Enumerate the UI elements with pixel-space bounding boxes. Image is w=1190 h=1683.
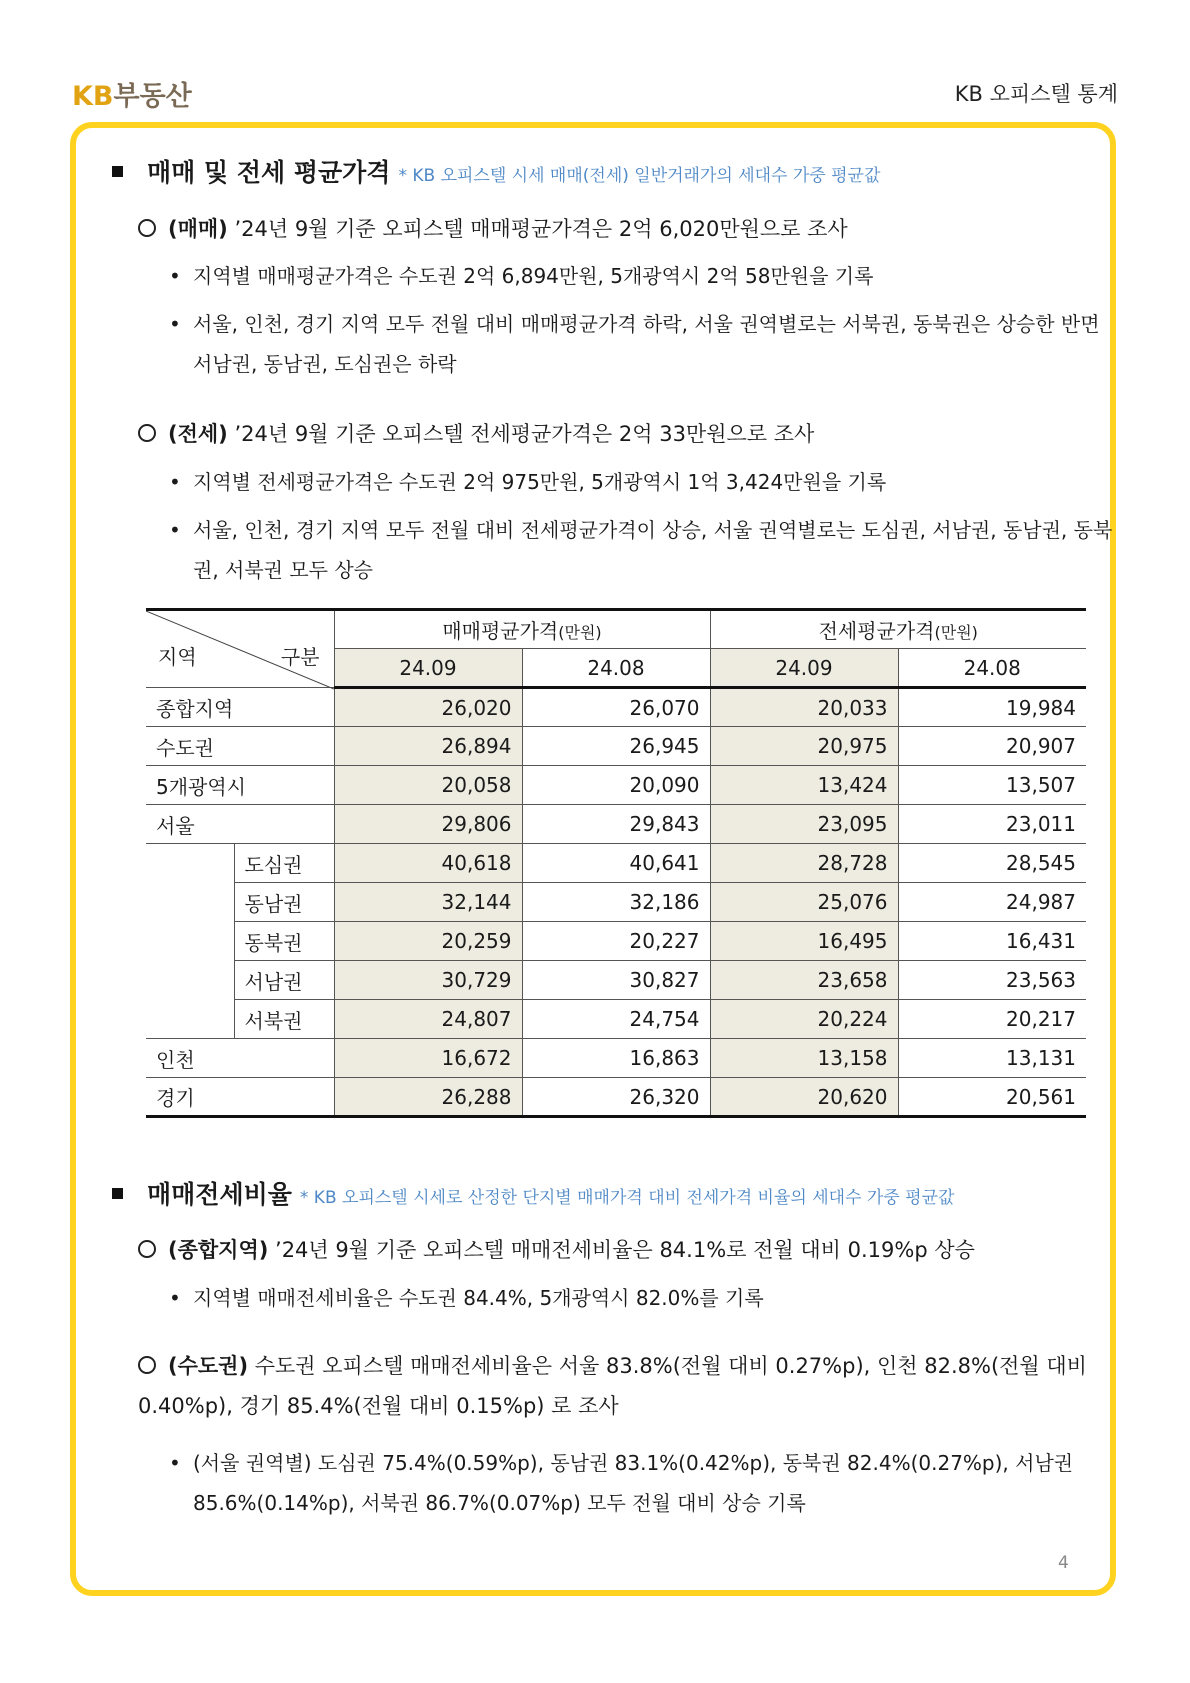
header-unit: (만원) [934, 623, 978, 642]
value-cell: 16,672 [334, 1039, 522, 1078]
sub-bullet [165, 510, 1113, 590]
table-row [146, 688, 1086, 727]
region-cell: 경기 [146, 1078, 334, 1117]
value-cell: 13,507 [898, 766, 1086, 805]
dot-bullet-icon: • [169, 312, 181, 336]
sub-bullet [165, 256, 1113, 296]
section-title-price [112, 153, 880, 189]
bullet-text: ’24년 9월 기준 오피스텔 매매전세비율은 84.1%로 전월 대비 0.19%p 상승 [268, 1238, 975, 1262]
header-jeonse-group [710, 610, 1086, 649]
table-row [146, 844, 1086, 883]
square-bullet-icon [112, 166, 123, 177]
sub-bullet-text: 지역별 매매전세비율은 수도권 84.4%, 5개광역시 82.0%를 기록 [193, 1286, 764, 1310]
value-cell: 24,807 [334, 1000, 522, 1039]
value-cell: 20,058 [334, 766, 522, 805]
value-cell: 20,033 [710, 688, 898, 727]
header-period: 24.08 [898, 649, 1086, 688]
value-cell: 16,495 [710, 922, 898, 961]
dot-bullet-icon: • [169, 1286, 181, 1310]
sub-bullet-text: (서울 권역별) 도심권 75.4%(0.59%p), 동남권 83.1%(0.42%p), 동북권 82.4%(0.27%p), 서남권 85.6%(0.14%p), 서북권 86.7%(0.07%p) 모두 전월 대비 상승 기록 [193, 1451, 1074, 1515]
section-title-text: 매매전세비율 [147, 1180, 292, 1209]
logo-kb: KB [72, 81, 114, 112]
table-row [146, 805, 1086, 844]
logo-text: 부동산 [113, 81, 192, 112]
sub-bullet-text: 서울, 인천, 경기 지역 모두 전월 대비 매매평균가격 하락, 서울 권역별로는 서북권, 동북권은 상승한 반면 서남권, 동남권, 도심권은 하락 [193, 312, 1100, 376]
region-cell: 5개광역시 [146, 766, 334, 805]
subregion-cell: 서남권 [234, 961, 334, 1000]
dot-bullet-icon: • [169, 518, 181, 542]
value-cell: 13,424 [710, 766, 898, 805]
corner-category-label: 구분 [280, 645, 320, 669]
value-cell: 24,754 [522, 1000, 710, 1039]
sub-bullet-text: 지역별 전세평균가격은 수도권 2억 975만원, 5개광역시 1억 3,424만원을 기록 [193, 470, 887, 494]
value-cell: 30,729 [334, 961, 522, 1000]
circle-bullet-icon [138, 219, 156, 237]
value-cell: 40,641 [522, 844, 710, 883]
dot-bullet-icon: • [169, 1451, 181, 1475]
region-cell: 종합지역 [146, 688, 334, 727]
header-period: 24.09 [710, 649, 898, 688]
value-cell: 26,070 [522, 688, 710, 727]
bullet-text: ’24년 9월 기준 오피스텔 매매평균가격은 2억 6,020만원으로 조사 [227, 217, 848, 241]
value-cell: 26,020 [334, 688, 522, 727]
page-number: 4 [1058, 1553, 1069, 1573]
section-title-ratio [112, 1175, 954, 1211]
table-row [146, 1000, 1086, 1039]
value-cell: 26,320 [522, 1078, 710, 1117]
bullet-text: ’24년 9월 기준 오피스텔 전세평균가격은 2억 33만원으로 조사 [227, 422, 815, 446]
report-title: KB 오피스텔 통계 [954, 82, 1118, 106]
value-cell: 20,217 [898, 1000, 1086, 1039]
bullet-total-region [138, 1230, 1088, 1270]
value-cell: 30,827 [522, 961, 710, 1000]
subregion-cell: 동북권 [234, 922, 334, 961]
value-cell: 20,620 [710, 1078, 898, 1117]
bullet-label: (매매) [168, 217, 228, 241]
bullet-capital-region [138, 1346, 1088, 1426]
price-table [146, 608, 1086, 1118]
table-row [146, 766, 1086, 805]
circle-bullet-icon [138, 1240, 156, 1258]
subregion-cell: 도심권 [234, 844, 334, 883]
value-cell: 29,843 [522, 805, 710, 844]
value-cell: 20,224 [710, 1000, 898, 1039]
header-period: 24.09 [334, 649, 522, 688]
value-cell: 20,259 [334, 922, 522, 961]
value-cell: 23,011 [898, 805, 1086, 844]
value-cell: 23,658 [710, 961, 898, 1000]
table-row [146, 1078, 1086, 1117]
table-row [146, 883, 1086, 922]
sub-bullet [165, 462, 1113, 502]
corner-region-label: 지역 [158, 645, 197, 669]
value-cell: 26,894 [334, 727, 522, 766]
circle-bullet-icon [138, 1356, 156, 1374]
sub-bullet-text: 지역별 매매평균가격은 수도권 2억 6,894만원, 5개광역시 2억 58만원을 기록 [193, 264, 874, 288]
value-cell: 23,563 [898, 961, 1086, 1000]
section-note: * KB 오피스텔 시세 매매(전세) 일반거래가의 세대수 가중 평균값 [398, 166, 881, 186]
sub-bullet [165, 1443, 1113, 1523]
corner-cell [146, 610, 334, 688]
circle-bullet-icon [138, 424, 156, 442]
bullet-label: (종합지역) [168, 1238, 269, 1262]
subregion-cell: 서북권 [234, 1000, 334, 1039]
value-cell: 28,545 [898, 844, 1086, 883]
region-cell: 서울 [146, 805, 334, 844]
sub-bullet [165, 304, 1113, 384]
kb-logo [72, 74, 192, 113]
bullet-text: 수도권 오피스텔 매매전세비율은 서울 83.8%(전월 대비 0.27%p), 인천 82.8%(전월 대비 0.40%p), 경기 85.4%(전월 대비 0.15%p) 로 조사 [138, 1354, 1087, 1418]
bullet-jeonse [138, 414, 1088, 454]
value-cell: 26,945 [522, 727, 710, 766]
value-cell: 28,728 [710, 844, 898, 883]
value-cell: 20,561 [898, 1078, 1086, 1117]
bullet-label: (수도권) [168, 1354, 249, 1378]
table-row [146, 922, 1086, 961]
region-cell: 인천 [146, 1039, 334, 1078]
region-cell: 수도권 [146, 727, 334, 766]
section-note: * KB 오피스텔 시세로 산정한 단지별 매매가격 대비 전세가격 비율의 세대수 가중 평균값 [299, 1188, 955, 1208]
table-body [146, 688, 1086, 1117]
header-sale-group [334, 610, 710, 649]
bullet-label: (전세) [168, 422, 228, 446]
header-jeonse-text: 전세평균가격 [818, 619, 935, 643]
value-cell: 19,984 [898, 688, 1086, 727]
value-cell: 29,806 [334, 805, 522, 844]
square-bullet-icon [112, 1188, 123, 1199]
value-cell: 20,090 [522, 766, 710, 805]
subregion-cell: 동남권 [234, 883, 334, 922]
value-cell: 24,987 [898, 883, 1086, 922]
bullet-sale [138, 209, 1088, 249]
header-unit: (만원) [558, 623, 602, 642]
sub-bullet [165, 1278, 1113, 1318]
seoul-sub-spacer [146, 844, 234, 1039]
table-row [146, 727, 1086, 766]
value-cell: 13,131 [898, 1039, 1086, 1078]
header-period: 24.08 [522, 649, 710, 688]
header-sale-text: 매매평균가격 [442, 619, 559, 643]
value-cell: 13,158 [710, 1039, 898, 1078]
value-cell: 20,227 [522, 922, 710, 961]
value-cell: 32,186 [522, 883, 710, 922]
value-cell: 16,431 [898, 922, 1086, 961]
dot-bullet-icon: • [169, 264, 181, 288]
dot-bullet-icon: • [169, 470, 181, 494]
table-row [146, 1039, 1086, 1078]
value-cell: 20,907 [898, 727, 1086, 766]
value-cell: 26,288 [334, 1078, 522, 1117]
table-row [146, 961, 1086, 1000]
value-cell: 32,144 [334, 883, 522, 922]
sub-bullet-text: 서울, 인천, 경기 지역 모두 전월 대비 전세평균가격이 상승, 서울 권역별로는 도심권, 서남권, 동남권, 동북권, 서북권 모두 상승 [193, 518, 1113, 582]
value-cell: 25,076 [710, 883, 898, 922]
value-cell: 40,618 [334, 844, 522, 883]
value-cell: 23,095 [710, 805, 898, 844]
section-title-text: 매매 및 전세 평균가격 [147, 158, 391, 187]
value-cell: 20,975 [710, 727, 898, 766]
value-cell: 16,863 [522, 1039, 710, 1078]
